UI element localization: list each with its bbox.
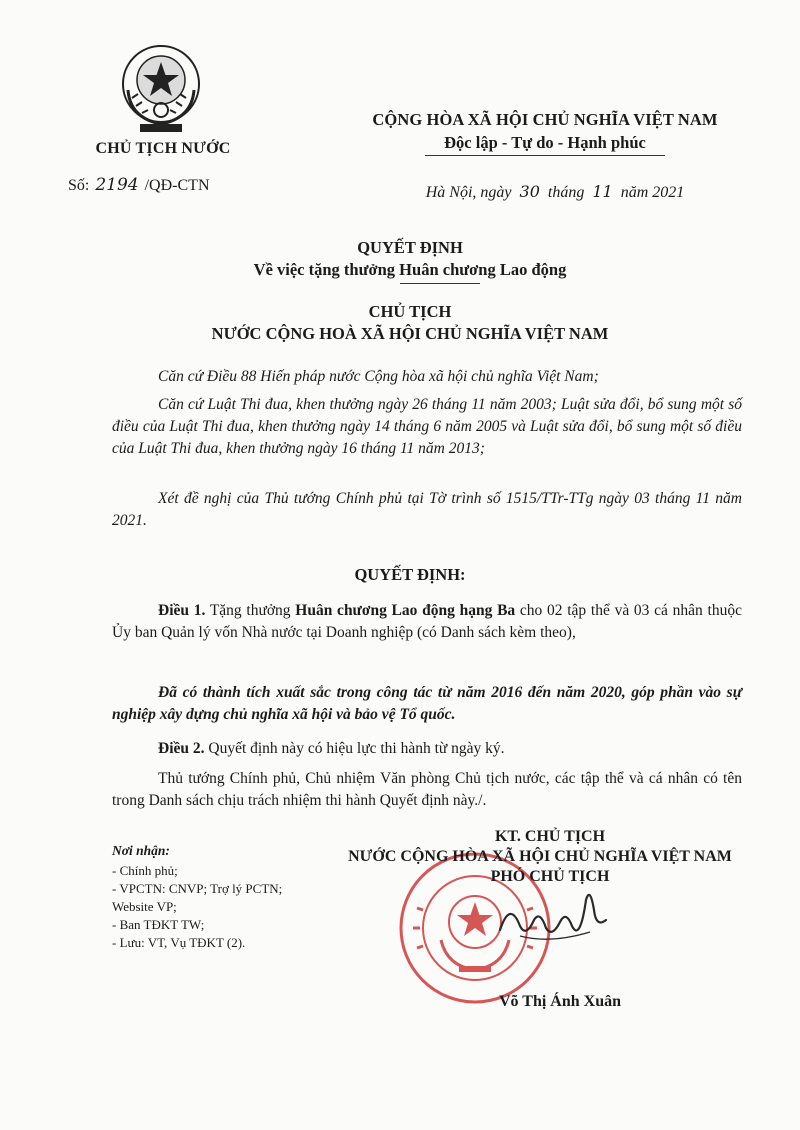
issuer-name: CHỦ TỊCH NƯỚC — [95, 140, 231, 157]
article-1-label: Điều 1. — [158, 602, 206, 619]
article-2-label: Điều 2. — [158, 740, 205, 757]
article-1-reason: Đã có thành tích xuất sắc trong công tác từ năm 2016 đến năm 2020, góp phần vào sự nghiệp xây dựng chủ nghĩa xã hội và bảo vệ Tổ quốc. — [112, 684, 742, 723]
preamble-constitution: Căn cứ Điều 88 Hiến pháp nước Cộng hòa xã hội chủ nghĩa Việt Nam; — [158, 368, 599, 385]
date-month-label: tháng — [547, 184, 585, 201]
motto: Độc lập - Tự do - Hạnh phúc — [444, 133, 646, 152]
document-number — [68, 175, 210, 195]
decision-heading: QUYẾT ĐỊNH: — [354, 565, 466, 584]
date-month: 11 — [592, 182, 613, 201]
subject-underline — [400, 283, 480, 284]
issue-date — [360, 182, 750, 202]
motto-underline — [425, 155, 665, 156]
preamble-law: Căn cứ Luật Thi đua, khen thưởng ngày 26 tháng 11 năm 2003; Luật sửa đổi, bổ sung một số điều của Luật Thi đua, khen thưởng ngày 14 tháng 6 năm 2005 và Luật sửa đổi, bổ sung một số điều của Luật Thi đua, khen thưởng ngày 16 tháng 11 năm 2013; — [112, 396, 742, 457]
article-1 — [112, 600, 742, 644]
number-value: 2194 — [95, 175, 139, 195]
article-2 — [112, 738, 742, 760]
signature-on-behalf: KT. CHỦ TỊCH — [494, 828, 606, 845]
recipient-item: - Lưu: VT, Vụ TĐKT (2). — [112, 935, 246, 950]
decision-title: QUYẾT ĐỊNH — [357, 238, 463, 257]
date-prefix: Hà Nội, ngày — [425, 184, 512, 201]
national-emblem-icon — [118, 40, 204, 136]
article-2-text: Quyết định này có hiệu lực thi hành từ ngày ký. — [208, 740, 505, 757]
article-1-text-pre: Tặng thưởng — [209, 602, 291, 619]
country-title: NƯỚC CỘNG HOÀ XÃ HỘI CHỦ NGHĨA VIỆT NAM — [211, 324, 609, 343]
article-3: Thủ tướng Chính phủ, Chủ nhiệm Văn phòng Chủ tịch nước, các tập thể và cá nhân có tên trong Danh sách chịu trách nhiệm thi hành Quyết định này./. — [112, 770, 742, 809]
president-title: CHỦ TỊCH — [368, 302, 452, 321]
article-1-award: Huân chương Lao động hạng Ba — [295, 602, 516, 619]
preamble-proposal: Xét đề nghị của Thủ tướng Chính phủ tại Tờ trình số 1515/TTr-TTg ngày 03 tháng 11 năm 2021. — [112, 490, 742, 529]
number-prefix: Số: — [68, 177, 90, 194]
recipient-item: - Chính phủ; — [112, 863, 178, 878]
decision-subject: Về việc tặng thưởng Huân chương Lao động — [253, 260, 567, 279]
number-suffix: /QĐ-CTN — [144, 177, 210, 194]
recipients-title: Nơi nhận: — [112, 843, 170, 858]
recipient-item: - VPCTN: CNVP; Trợ lý PCTN; — [112, 881, 283, 896]
signature-role: PHÓ CHỦ TỊCH — [490, 868, 610, 885]
article-1-text-post: cho 02 tập thể và 03 cá nhân thuộc Ủy ban Quản lý vốn Nhà nước tại Doanh nghiệp (có Danh sách kèm theo), — [112, 602, 742, 641]
date-year: năm 2021 — [620, 184, 685, 201]
recipient-item: - Ban TĐKT TW; — [112, 917, 205, 932]
handwritten-signature — [490, 880, 610, 960]
nation-name: CỘNG HÒA XÃ HỘI CHỦ NGHĨA VIỆT NAM — [372, 110, 718, 129]
signature-org: NƯỚC CỘNG HÒA XÃ HỘI CHỦ NGHĨA VIỆT NAM — [348, 848, 732, 865]
signer-name: Võ Thị Ánh Xuân — [499, 993, 621, 1010]
recipient-item: Website VP; — [112, 899, 177, 914]
date-day: 30 — [519, 182, 540, 201]
